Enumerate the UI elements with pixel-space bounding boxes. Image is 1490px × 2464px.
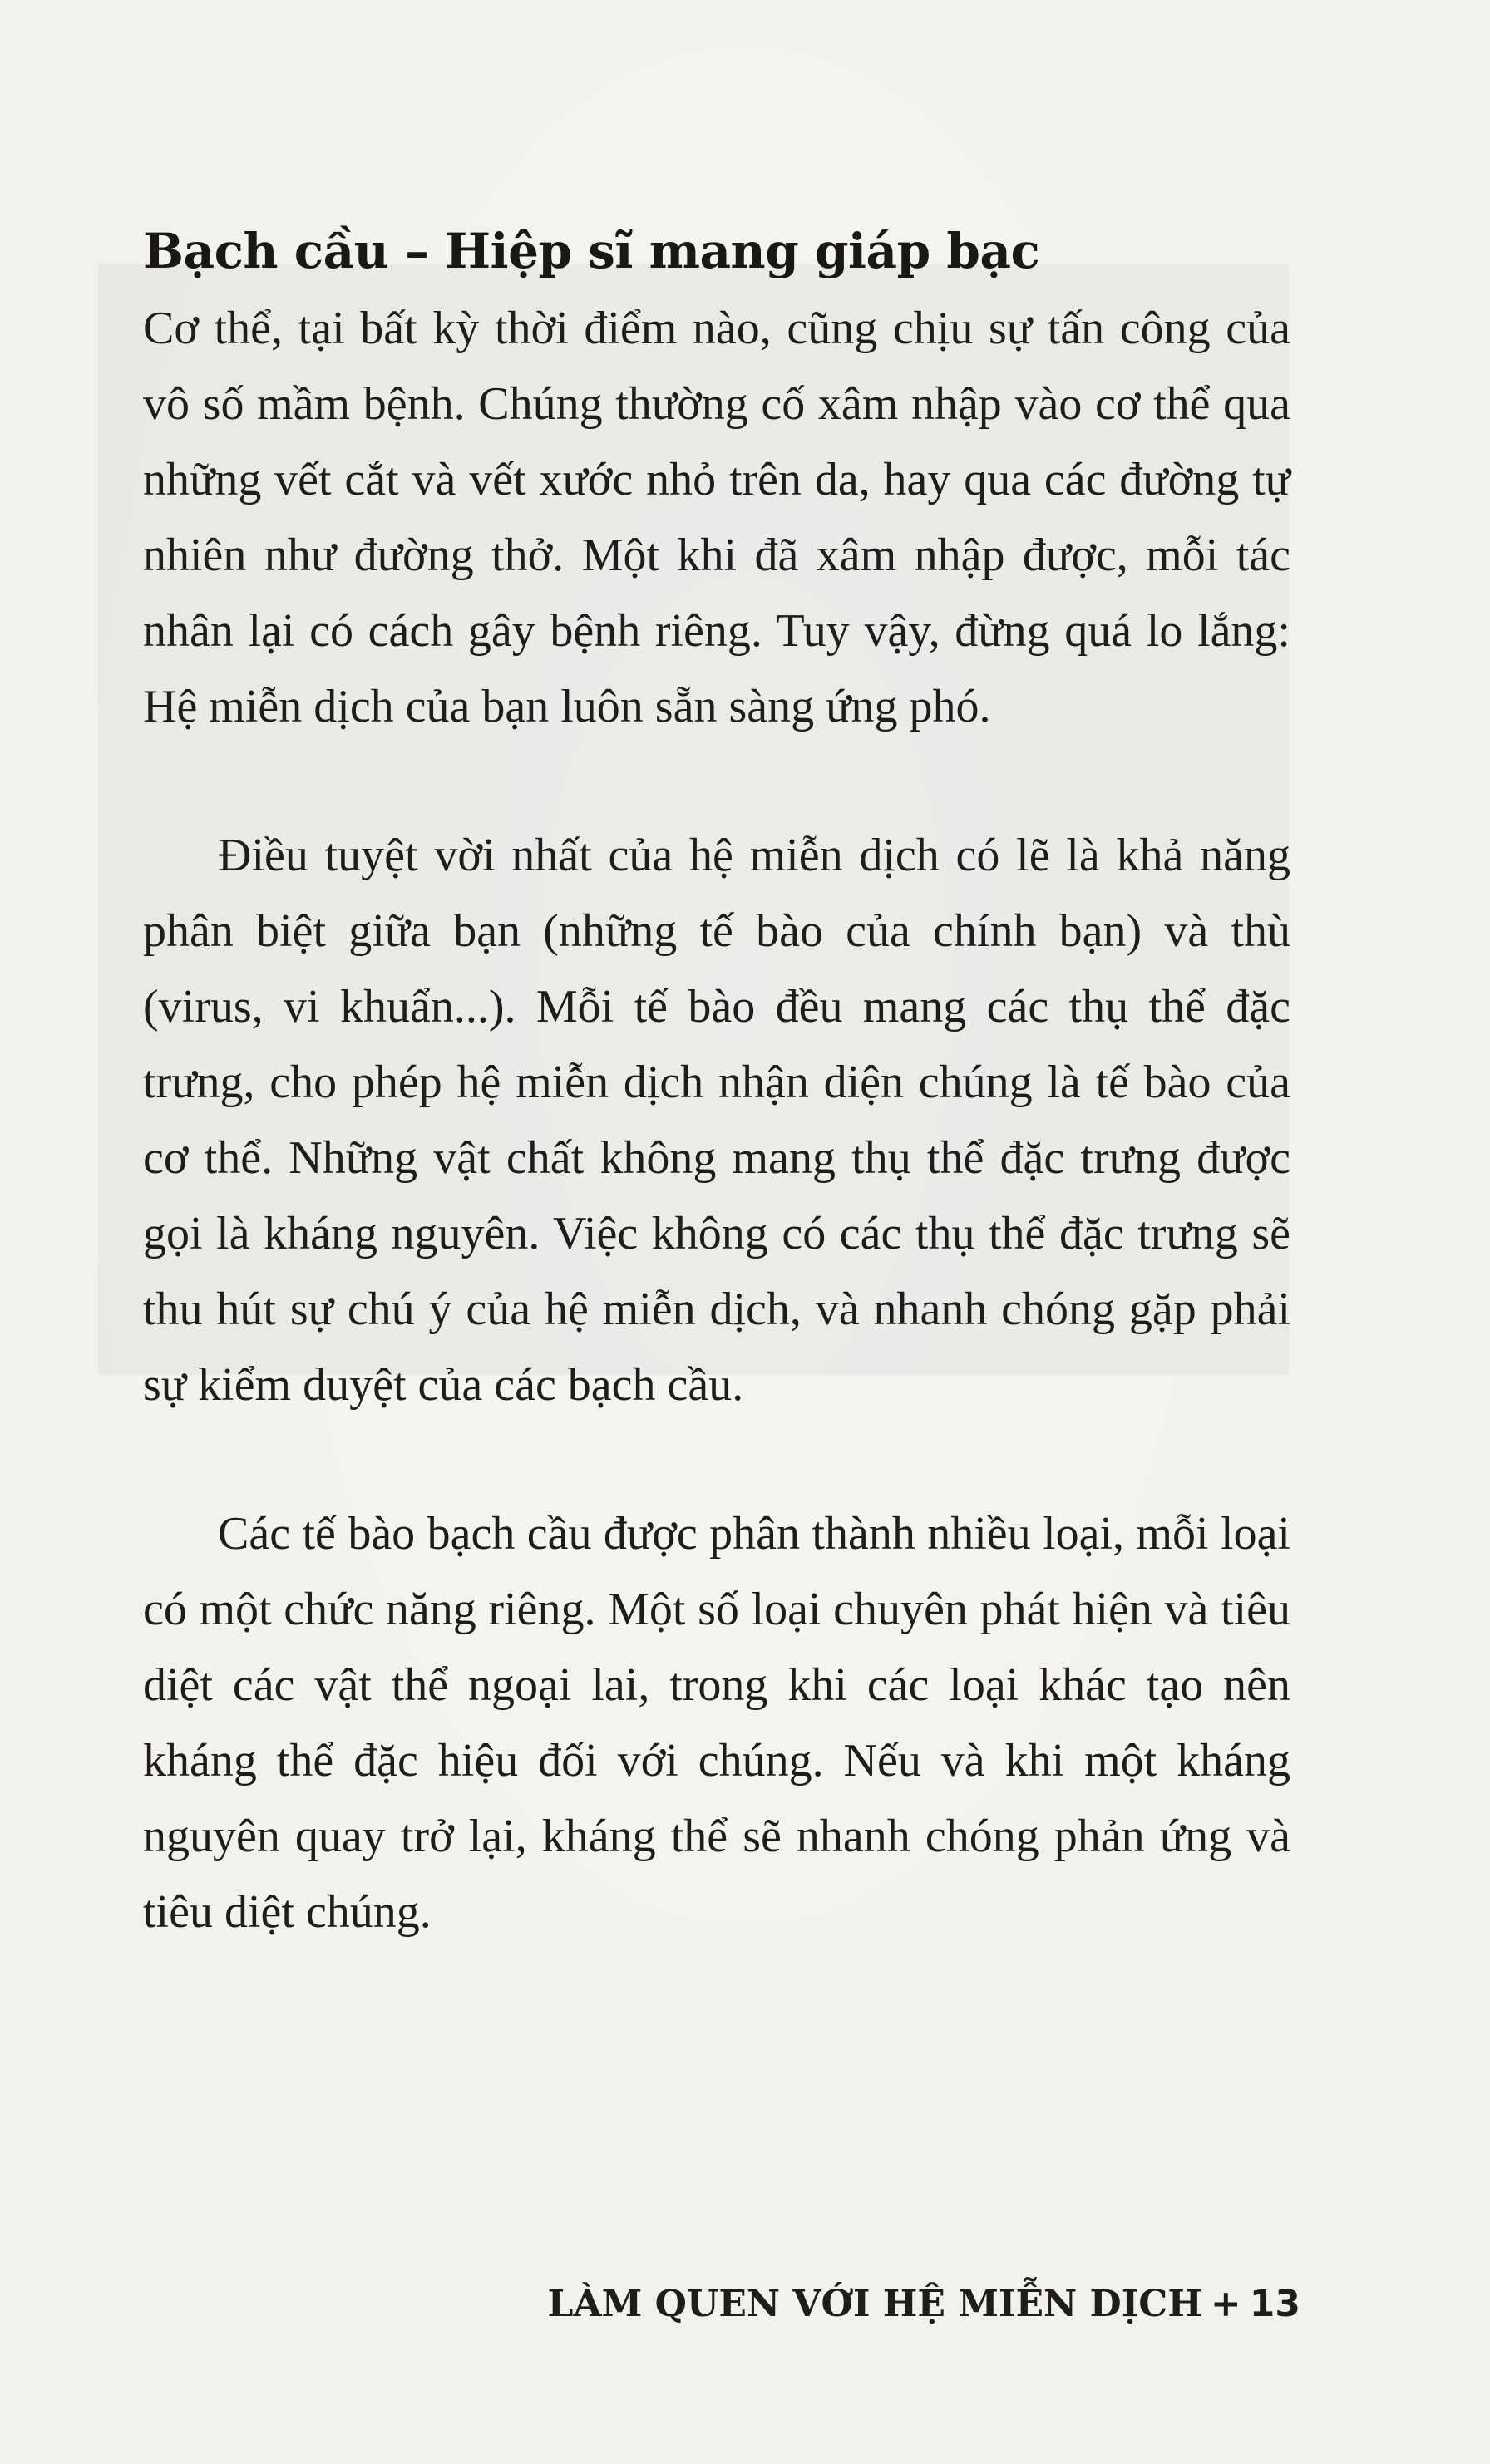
- running-title: LÀM QUEN VỚI HỆ MIỄN DỊCH: [547, 2283, 1202, 2325]
- paragraph-2: Điều tuyệt vời nhất của hệ miễn dịch có lẽ là khả năng phân biệt giữa bạn (những tế bào của chính bạn) và thù (virus, vi khuẩn...). Mỗi tế bào đều mang các thụ thể đặc trưng, cho phép hệ miễn dịch nhận diện chúng là tế bào của cơ thể. Những vật chất không mang thụ thể đặc trưng được gọi là kháng nguyên. Việc không có các thụ thể đặc trưng sẽ thu hút sự chú ý của hệ miễn dịch, và nhanh chóng gặp phải sự kiểm duyệt của các bạch cầu.: [143, 830, 1290, 1411]
- paragraph-1: Cơ thể, tại bất kỳ thời điểm nào, cũng chịu sự tấn công của vô số mầm bệnh. Chúng thường cố xâm nhập vào cơ thể qua những vết cắt và vết xước nhỏ trên da, hay qua các đường tự nhiên như đường thở. Một khi đã xâm nhập được, mỗi tác nhân lại có cách gây bệnh riêng. Tuy vậy, đừng quá lo lắng: Hệ miễn dịch của bạn luôn sẵn sàng ứng phó.: [143, 303, 1290, 732]
- paragraph-3: Các tế bào bạch cầu được phân thành nhiều loại, mỗi loại có một chức năng riêng. Một số loại chuyên phát hiện và tiêu diệt các vật thể ngoại lai, trong khi các loại khác tạo nên kháng thể đặc hiệu đối với chúng. Nếu và khi một kháng nguyên quay trở lại, kháng thể sẽ nhanh chóng phản ứng và tiêu diệt chúng.: [143, 1508, 1290, 1938]
- page-content: [143, 218, 1290, 1950]
- section-heading: Bạch cầu – Hiệp sĩ mang giáp bạc: [143, 223, 1040, 279]
- paragraph-gap: [143, 745, 1290, 818]
- footer-separator: +: [1210, 2283, 1241, 2325]
- paragraph-gap: [143, 1423, 1290, 1496]
- running-footer: [548, 2279, 1300, 2329]
- page-number: 13: [1249, 2283, 1300, 2325]
